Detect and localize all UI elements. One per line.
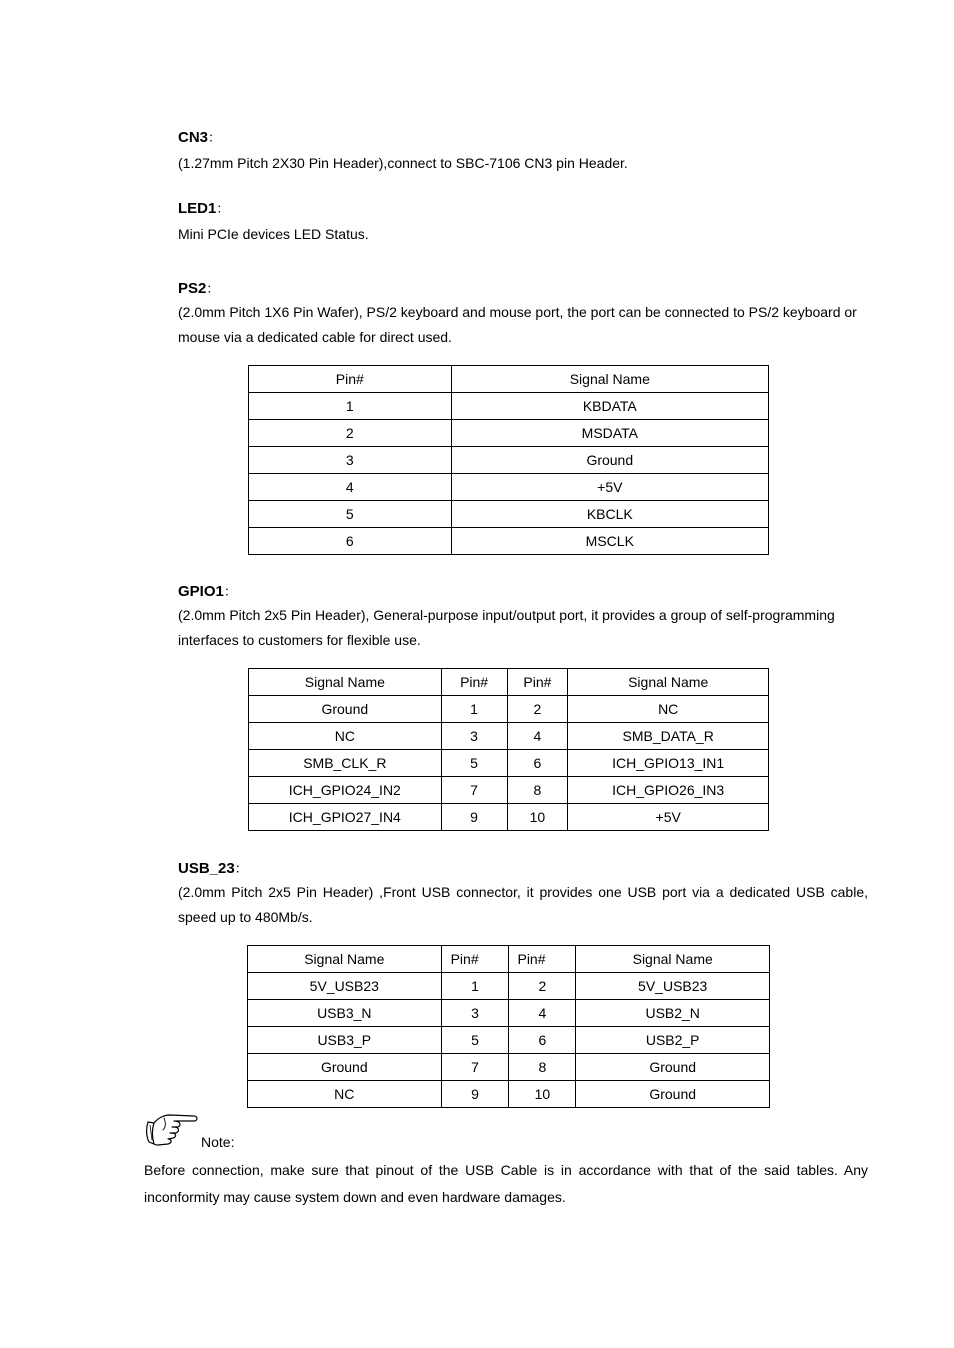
pin-cell: 10 [509, 1081, 576, 1108]
cn3-heading: CN3： [178, 129, 222, 146]
signal-cell: Ground [249, 696, 442, 723]
signal-cell: NC [249, 723, 442, 750]
pin-cell: 10 [507, 804, 568, 831]
signal-cell: SMB_CLK_R [249, 750, 442, 777]
signal-cell: USB2_P [576, 1027, 770, 1054]
pin-cell: 6 [507, 750, 568, 777]
pin-cell: 5 [441, 750, 507, 777]
signal-cell: +5V [568, 804, 769, 831]
signal-cell: Ground [248, 1054, 442, 1081]
table-row [249, 528, 769, 555]
table-row [248, 1027, 770, 1054]
signal-cell: MSDATA [451, 420, 768, 447]
table-row [249, 804, 769, 831]
table-row [249, 474, 769, 501]
pin-cell: 4 [249, 474, 452, 501]
table-row [248, 1081, 770, 1108]
signal-cell: USB3_P [248, 1027, 442, 1054]
header-cell: Pin# [507, 669, 568, 696]
usb23-heading: USB_23： [178, 860, 248, 877]
header-cell: Pin# [441, 669, 507, 696]
signal-cell: NC [568, 696, 769, 723]
table-row [249, 750, 769, 777]
pin-cell: 5 [441, 1027, 509, 1054]
signal-cell: USB2_N [576, 1000, 770, 1027]
signal-cell: +5V [451, 474, 768, 501]
pin-cell: 5 [249, 501, 452, 528]
pin-cell: 2 [509, 973, 576, 1000]
pin-cell: 6 [249, 528, 452, 555]
header-cell: Pin# [249, 366, 452, 393]
table-row [249, 447, 769, 474]
pin-cell: 7 [441, 1054, 509, 1081]
signal-cell: ICH_GPIO27_IN4 [249, 804, 442, 831]
signal-cell: Ground [576, 1081, 770, 1108]
pin-cell: 6 [509, 1027, 576, 1054]
table-row [248, 973, 770, 1000]
signal-cell: KBDATA [451, 393, 768, 420]
signal-cell: 5V_USB23 [248, 973, 442, 1000]
pin-cell: 4 [507, 723, 568, 750]
signal-cell: MSCLK [451, 528, 768, 555]
pin-cell: 7 [441, 777, 507, 804]
pin-cell: 9 [441, 1081, 509, 1108]
table-row [249, 393, 769, 420]
table-row [249, 696, 769, 723]
header-cell: Pin# [441, 946, 509, 973]
pin-cell: 3 [249, 447, 452, 474]
ps2-pin-table [248, 365, 769, 555]
gpio1-heading: GPIO1： [178, 583, 237, 600]
header-cell: Pin# [509, 946, 576, 973]
gpio1-pin-table [248, 668, 769, 831]
pin-cell: 8 [509, 1054, 576, 1081]
table-header-row [249, 366, 769, 393]
header-cell: Signal Name [568, 669, 769, 696]
table-row [249, 777, 769, 804]
table-row [248, 1000, 770, 1027]
signal-cell: ICH_GPIO24_IN2 [249, 777, 442, 804]
pin-cell: 2 [249, 420, 452, 447]
signal-cell: ICH_GPIO26_IN3 [568, 777, 769, 804]
header-cell: Signal Name [248, 946, 442, 973]
led1-description: Mini PCIe devices LED Status. [178, 226, 369, 242]
signal-cell: Ground [451, 447, 768, 474]
pointing-hand-icon [144, 1106, 200, 1157]
pin-cell: 1 [441, 973, 509, 1000]
table-row [249, 420, 769, 447]
signal-cell: SMB_DATA_R [568, 723, 769, 750]
signal-cell: ICH_GPIO13_IN1 [568, 750, 769, 777]
pin-cell: 4 [509, 1000, 576, 1027]
signal-cell: NC [248, 1081, 442, 1108]
pin-cell: 3 [441, 1000, 509, 1027]
pin-cell: 1 [249, 393, 452, 420]
ps2-description: (2.0mm Pitch 1X6 Pin Wafer), PS/2 keyboard and mouse port, the port can be connected to PS/2 keyboard or mouse via a dedicated cable for direct used. [178, 304, 857, 345]
pin-cell: 9 [441, 804, 507, 831]
signal-cell: 5V_USB23 [576, 973, 770, 1000]
pin-cell: 1 [441, 696, 507, 723]
note-text: Before connection, make sure that pinout of the USB Cable is in accordance with that of the said tables. Any inconformity may cause system down and even hardware damages. [144, 1162, 868, 1205]
led1-heading: LED1： [178, 200, 230, 217]
pin-cell: 2 [507, 696, 568, 723]
table-row [248, 1054, 770, 1081]
table-header-row [248, 946, 770, 973]
header-cell: Signal Name [451, 366, 768, 393]
gpio1-description: (2.0mm Pitch 2x5 Pin Header), General-purpose input/output port, it provides a group of self-programming interfaces to customers for flexible use. [178, 607, 835, 648]
table-header-row [249, 669, 769, 696]
signal-cell: Ground [576, 1054, 770, 1081]
signal-cell: USB3_N [248, 1000, 442, 1027]
usb23-description: (2.0mm Pitch 2x5 Pin Header) ,Front USB connector, it provides one USB port via a dedicated USB cable, speed up to 480Mb/s. [178, 884, 868, 925]
note-label: Note: [201, 1134, 235, 1150]
usb23-pin-table [247, 945, 770, 1108]
cn3-description: (1.27mm Pitch 2X30 Pin Header),connect to SBC-7106 CN3 pin Header. [178, 155, 628, 171]
pin-cell: 8 [507, 777, 568, 804]
ps2-heading: PS2： [178, 280, 220, 297]
table-row [249, 723, 769, 750]
pin-cell: 3 [441, 723, 507, 750]
header-cell: Signal Name [576, 946, 770, 973]
table-row [249, 501, 769, 528]
header-cell: Signal Name [249, 669, 442, 696]
signal-cell: KBCLK [451, 501, 768, 528]
